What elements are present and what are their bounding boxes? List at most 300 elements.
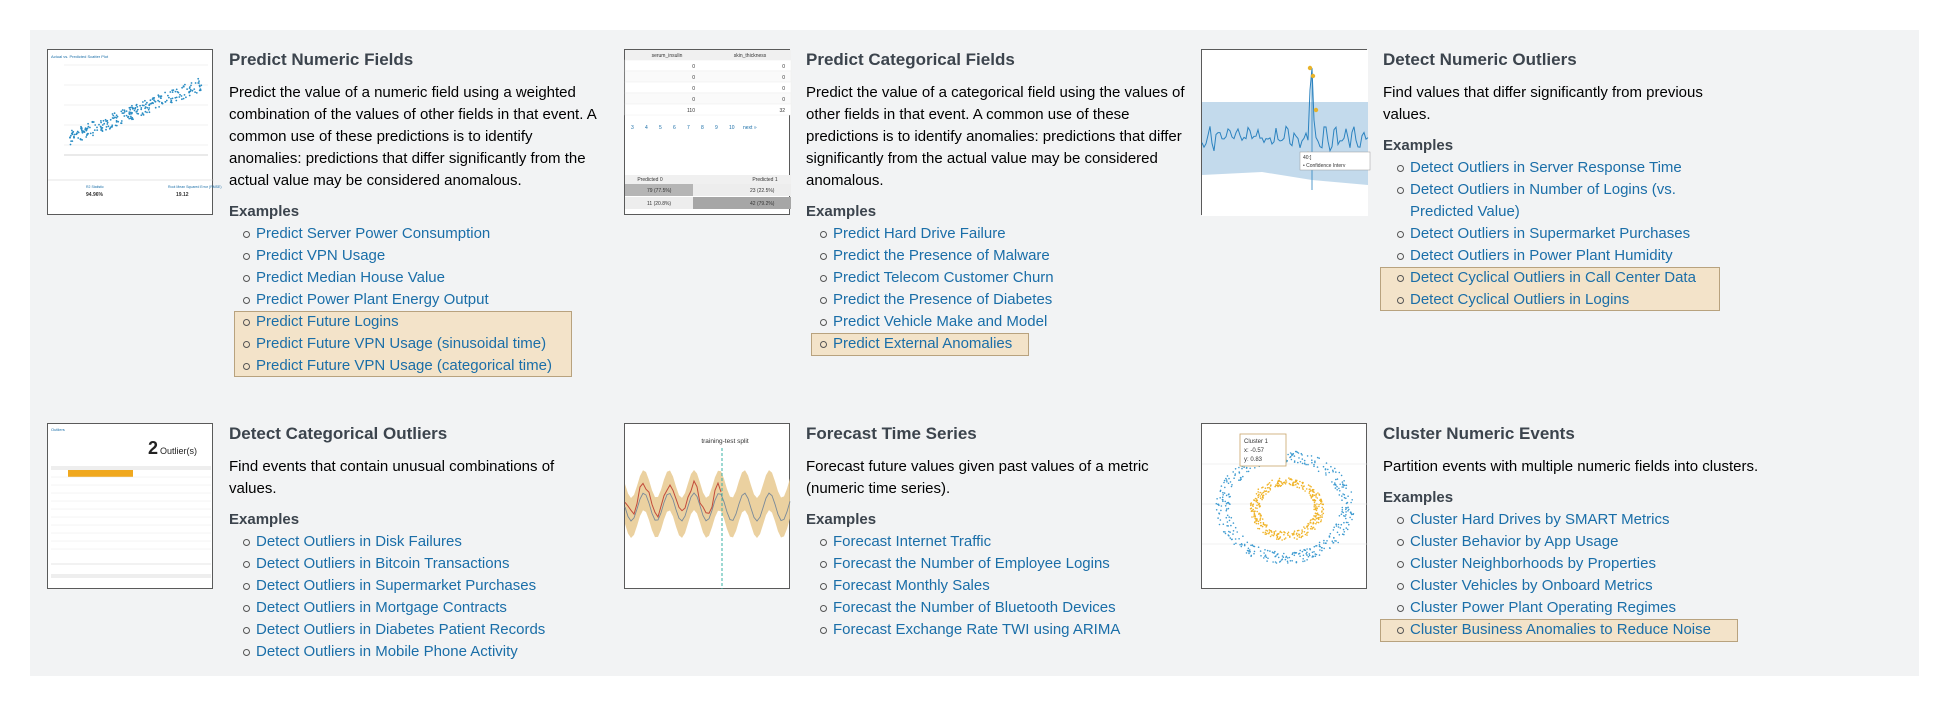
cluster-point: [1318, 506, 1320, 508]
thumb-outlier-chart[interactable]: [1201, 49, 1367, 215]
cluster-point: [1311, 526, 1313, 528]
example-link-highlighted[interactable]: Predict Future VPN Usage (categorical time): [229, 355, 599, 377]
scatter-point: [106, 123, 108, 125]
cluster-point: [1344, 485, 1346, 487]
example-link[interactable]: Cluster Neighborhoods by Properties: [1383, 553, 1763, 575]
cluster-point: [1314, 546, 1316, 548]
cluster-point: [1285, 557, 1287, 559]
cluster-point: [1250, 503, 1252, 505]
cluster-point: [1256, 520, 1258, 522]
example-link[interactable]: Forecast the Number of Bluetooth Devices: [806, 597, 1166, 619]
scatter-point: [195, 82, 197, 84]
cluster-point: [1314, 519, 1316, 521]
example-link[interactable]: Predict VPN Usage: [229, 245, 599, 267]
cluster-point: [1236, 531, 1238, 533]
cluster-point: [1259, 519, 1261, 521]
scatter-point: [186, 88, 188, 90]
cluster-point: [1216, 498, 1218, 500]
cluster-point: [1337, 532, 1339, 534]
cluster-point: [1311, 496, 1313, 498]
cluster-point: [1242, 535, 1244, 537]
card-title: Predict Categorical Fields: [806, 50, 1015, 69]
scatter-point: [135, 104, 137, 106]
pagination-link[interactable]: next »: [743, 125, 757, 131]
scatter-point: [155, 101, 157, 103]
example-link-highlighted[interactable]: Predict Future VPN Usage (sinusoidal time): [229, 333, 599, 355]
cluster-point: [1271, 531, 1273, 533]
pagination-link[interactable]: 9: [715, 125, 718, 131]
cluster-point: [1255, 507, 1257, 509]
scatter-point: [196, 92, 198, 94]
cluster-point: [1227, 521, 1229, 523]
pagination-link[interactable]: 5: [659, 125, 662, 131]
cluster-point: [1332, 540, 1334, 542]
scatter-point: [199, 86, 201, 88]
cluster-point: [1320, 521, 1322, 523]
cluster-point: [1224, 492, 1226, 494]
cluster-point: [1220, 519, 1222, 521]
scatter-point: [98, 124, 100, 126]
table-cell: 0: [782, 75, 785, 81]
cluster-point: [1230, 525, 1232, 527]
cluster-point: [1280, 481, 1282, 483]
cluster-point: [1238, 538, 1240, 540]
cluster-point: [1341, 495, 1343, 497]
scatter-point: [157, 100, 159, 102]
cluster-point: [1262, 526, 1264, 528]
cluster-point: [1284, 538, 1286, 540]
cluster-point: [1313, 466, 1315, 468]
cluster-point: [1351, 519, 1353, 521]
cluster-point: [1226, 508, 1228, 510]
cluster-point: [1307, 455, 1309, 457]
scatter-point: [174, 97, 176, 99]
cluster-point: [1261, 494, 1263, 496]
example-link[interactable]: Predict Server Power Consumption: [229, 223, 599, 245]
scatter-point: [85, 136, 87, 138]
cluster-point: [1312, 555, 1314, 557]
cluster-point: [1339, 515, 1341, 517]
cluster-point: [1279, 478, 1281, 480]
cluster-point: [1233, 530, 1235, 532]
example-link[interactable]: Predict Vehicle Make and Model: [806, 311, 1186, 333]
scatter-point: [145, 103, 147, 105]
cluster-point: [1308, 484, 1310, 486]
cluster-point: [1228, 508, 1230, 510]
cluster-point: [1345, 498, 1347, 500]
example-link[interactable]: Predict Hard Drive Failure: [806, 223, 1186, 245]
cluster-point: [1254, 518, 1256, 520]
pagination-link[interactable]: 8: [701, 125, 704, 131]
example-link-highlighted[interactable]: Detect Cyclical Outliers in Logins: [1383, 289, 1743, 311]
cluster-point: [1295, 451, 1297, 453]
card-description: Partition events with multiple numeric fields into clusters.: [1383, 458, 1759, 475]
cluster-point: [1273, 535, 1275, 537]
scatter-point: [100, 122, 102, 124]
scatter-point: [103, 120, 105, 122]
example-link[interactable]: Detect Outliers in Supermarket Purchases: [229, 575, 589, 597]
scatter-point: [77, 137, 79, 139]
cluster-point: [1288, 477, 1290, 479]
card-title: Detect Categorical Outliers: [229, 424, 448, 443]
scatter-point: [122, 109, 124, 111]
cluster-point: [1310, 490, 1312, 492]
cluster-point: [1325, 542, 1327, 544]
cluster-point: [1229, 520, 1231, 522]
scatter-point: [179, 94, 181, 96]
example-link[interactable]: Cluster Hard Drives by SMART Metrics: [1383, 509, 1763, 531]
examples-list: [1383, 509, 1763, 641]
cluster-point: [1276, 535, 1278, 537]
cluster-point: [1258, 504, 1260, 506]
example-link[interactable]: Predict the Presence of Malware: [806, 245, 1186, 267]
scatter-point: [131, 112, 133, 114]
outlier-marker: [1308, 66, 1312, 70]
example-link-highlighted[interactable]: Predict External Anomalies: [806, 333, 1186, 355]
cluster-point: [1310, 519, 1312, 521]
cluster-point: [1348, 509, 1350, 511]
cluster-point: [1307, 528, 1309, 530]
scatter-point: [129, 109, 131, 111]
example-link[interactable]: Forecast the Number of Employee Logins: [806, 553, 1166, 575]
thumb-scatter-plot[interactable]: [47, 49, 222, 215]
example-link[interactable]: Cluster Behavior by App Usage: [1383, 531, 1763, 553]
cluster-point: [1304, 560, 1306, 562]
cluster-point: [1220, 510, 1222, 512]
scatter-point: [183, 98, 185, 100]
cluster-point: [1342, 493, 1344, 495]
cluster-point: [1265, 532, 1267, 534]
cluster-point: [1301, 529, 1303, 531]
cluster-point: [1342, 481, 1344, 483]
table-row: [625, 71, 791, 82]
cluster-point: [1293, 484, 1295, 486]
tooltip-line1: Cluster 1: [1244, 439, 1269, 445]
cluster-point: [1315, 516, 1317, 518]
cluster-point: [1328, 472, 1330, 474]
cluster-point: [1302, 458, 1304, 460]
cluster-point: [1341, 486, 1343, 488]
table-cell: 0: [782, 97, 785, 103]
example-link-highlighted[interactable]: Predict Future Logins: [229, 311, 599, 333]
example-link[interactable]: Detect Outliers in Supermarket Purchases: [1383, 223, 1743, 245]
stat1-value: 94.96%: [86, 192, 103, 198]
cluster-point: [1347, 522, 1349, 524]
example-link-highlighted[interactable]: Detect Cyclical Outliers in Call Center Data: [1383, 267, 1743, 289]
cluster-point: [1261, 525, 1263, 527]
scatter-point: [177, 91, 179, 93]
cluster-point: [1341, 475, 1343, 477]
cluster-point: [1286, 481, 1288, 483]
cluster-point: [1254, 499, 1256, 501]
tooltip-line2: x: -0.57: [1244, 448, 1265, 454]
cluster-point: [1250, 555, 1252, 557]
cluster-point: [1231, 517, 1233, 519]
scatter-point: [71, 140, 73, 142]
scatter-point: [128, 111, 130, 113]
cluster-point: [1319, 549, 1321, 551]
scatter-point: [197, 82, 199, 84]
cluster-point: [1269, 482, 1271, 484]
scatter-point: [130, 116, 132, 118]
cluster-point: [1248, 551, 1250, 553]
scatter-point: [148, 109, 150, 111]
cluster-point: [1306, 554, 1308, 556]
cluster-point: [1316, 517, 1318, 519]
cluster-point: [1259, 492, 1261, 494]
cluster-point: [1240, 478, 1242, 480]
scatter-point: [189, 95, 191, 97]
scatter-point: [148, 104, 150, 106]
cluster-point: [1262, 532, 1264, 534]
cluster-point: [1281, 539, 1283, 541]
scatter-point: [143, 114, 145, 116]
cluster-point: [1319, 554, 1321, 556]
cluster-point: [1340, 527, 1342, 529]
cluster-point: [1333, 537, 1335, 539]
cluster-point: [1318, 493, 1320, 495]
scatter-point: [153, 99, 155, 101]
cluster-point: [1255, 498, 1257, 500]
cluster-point: [1341, 524, 1343, 526]
cluster-point: [1305, 534, 1307, 536]
scatter-point: [181, 87, 183, 89]
example-link[interactable]: Detect Outliers in Number of Logins (vs. Predicted Value): [1383, 179, 1680, 223]
example-link[interactable]: Predict Power Plant Energy Output: [229, 289, 599, 311]
cluster-point: [1333, 527, 1335, 529]
cluster-point: [1223, 523, 1225, 525]
scatter-point: [164, 101, 166, 103]
scatter-point: [188, 91, 190, 93]
example-link[interactable]: Detect Outliers in Disk Failures: [229, 531, 589, 553]
cluster-point: [1275, 530, 1277, 532]
scatter-point: [70, 144, 72, 146]
cluster-point: [1262, 495, 1264, 497]
cluster-point: [1235, 543, 1237, 545]
scatter-point: [190, 85, 192, 87]
example-link[interactable]: Forecast Monthly Sales: [806, 575, 1166, 597]
scatter-point: [189, 86, 191, 88]
cluster-point: [1258, 497, 1260, 499]
table-cell: 0: [782, 64, 785, 70]
example-link-highlighted[interactable]: Cluster Business Anomalies to Reduce Noise: [1383, 619, 1763, 641]
cluster-point: [1334, 482, 1336, 484]
cluster-point: [1305, 553, 1307, 555]
cluster-point: [1258, 523, 1260, 525]
scatter-point: [120, 111, 122, 113]
cluster-point: [1301, 485, 1303, 487]
table-row: [625, 60, 791, 71]
cluster-point: [1228, 502, 1230, 504]
cluster-point: [1345, 514, 1347, 516]
card-description: Find values that differ significantly from previous values.: [1383, 84, 1703, 123]
cluster-point: [1222, 501, 1224, 503]
scatter-point: [102, 130, 104, 132]
cluster-point: [1332, 470, 1334, 472]
outlier-marker: [1311, 74, 1315, 78]
example-link[interactable]: Predict Median House Value: [229, 267, 599, 289]
scatter-point: [106, 126, 108, 128]
cluster-point: [1258, 494, 1260, 496]
cluster-point: [1315, 523, 1317, 525]
cluster-point: [1224, 487, 1226, 489]
cluster-point: [1254, 521, 1256, 523]
cluster-point: [1285, 559, 1287, 561]
scatter-point: [164, 92, 166, 94]
cluster-point: [1221, 505, 1223, 507]
cluster-point: [1341, 511, 1343, 513]
example-link[interactable]: Detect Outliers in Mortgage Contracts: [229, 597, 589, 619]
cm-cell: 79 (77.5%): [647, 188, 672, 194]
cluster-point: [1339, 534, 1341, 536]
example-link[interactable]: Cluster Power Plant Operating Regimes: [1383, 597, 1763, 619]
scatter-point: [142, 101, 144, 103]
thumb-cluster-chart[interactable]: [1201, 423, 1367, 589]
scatter-point: [116, 114, 118, 116]
cluster-point: [1252, 504, 1254, 506]
cluster-point: [1346, 522, 1348, 524]
thumb-title: Actual vs. Predicted Scatter Plot: [51, 54, 109, 59]
cluster-point: [1312, 494, 1314, 496]
cluster-point: [1309, 492, 1311, 494]
pagination-link[interactable]: 7: [687, 125, 690, 131]
cluster-point: [1296, 486, 1298, 488]
cluster-point: [1260, 515, 1262, 517]
cluster-point: [1276, 485, 1278, 487]
cluster-point: [1226, 510, 1228, 512]
example-link[interactable]: Forecast Exchange Rate TWI using ARIMA: [806, 619, 1166, 641]
cluster-point: [1278, 557, 1280, 559]
cluster-point: [1242, 476, 1244, 478]
example-link[interactable]: Predict Telecom Customer Churn: [806, 267, 1186, 289]
scatter-point: [94, 129, 96, 131]
cluster-point: [1307, 526, 1309, 528]
cluster-point: [1222, 499, 1224, 501]
cluster-point: [1227, 515, 1229, 517]
cluster-point: [1251, 507, 1253, 509]
cluster-point: [1217, 517, 1219, 519]
highlighted-group: [806, 333, 1186, 355]
cluster-point: [1297, 462, 1299, 464]
col-header-predicted-1: Predicted 1: [752, 177, 778, 183]
cluster-point: [1295, 480, 1297, 482]
thumb-forecast-chart[interactable]: [624, 423, 790, 589]
cluster-point: [1325, 474, 1327, 476]
cluster-point: [1302, 483, 1304, 485]
cluster-point: [1270, 530, 1272, 532]
examples-list: [229, 223, 599, 377]
cluster-point: [1231, 484, 1233, 486]
cluster-point: [1262, 518, 1264, 520]
example-link[interactable]: Detect Outliers in Diabetes Patient Records: [229, 619, 589, 641]
cluster-point: [1257, 502, 1259, 504]
cluster-point: [1323, 509, 1325, 511]
cluster-point: [1302, 486, 1304, 488]
scatter-point: [155, 107, 157, 109]
cluster-point: [1346, 485, 1348, 487]
scatter-point: [158, 96, 160, 98]
cluster-point: [1290, 484, 1292, 486]
example-link[interactable]: Predict the Presence of Diabetes: [806, 289, 1186, 311]
cluster-point: [1316, 506, 1318, 508]
cluster-point: [1303, 555, 1305, 557]
cluster-point: [1257, 491, 1259, 493]
cluster-point: [1304, 460, 1306, 462]
split-label: training-test split: [701, 438, 749, 445]
cluster-point: [1314, 528, 1316, 530]
pagination-link[interactable]: 10: [729, 125, 735, 131]
cluster-point: [1252, 510, 1254, 512]
scatter-point: [87, 123, 89, 125]
cluster-point: [1318, 504, 1320, 506]
example-link[interactable]: Forecast Internet Traffic: [806, 531, 1166, 553]
cluster-point: [1226, 495, 1228, 497]
example-link[interactable]: Detect Outliers in Mobile Phone Activity: [229, 641, 589, 663]
pagination-link[interactable]: 3: [631, 125, 634, 131]
cluster-point: [1317, 512, 1319, 514]
cluster-point: [1312, 527, 1314, 529]
cluster-point: [1335, 471, 1337, 473]
cluster-point: [1336, 525, 1338, 527]
cluster-point: [1317, 492, 1319, 494]
cluster-point: [1263, 557, 1265, 559]
scatter-point: [166, 100, 168, 102]
pagination-link[interactable]: 4: [645, 125, 648, 131]
table-cell: 110: [687, 108, 695, 114]
scatter-point: [94, 124, 96, 126]
cluster-point: [1232, 471, 1234, 473]
cluster-point: [1253, 516, 1255, 518]
cluster-point: [1321, 511, 1323, 513]
cluster-point: [1310, 528, 1312, 530]
cluster-point: [1309, 489, 1311, 491]
scatter-point: [128, 118, 130, 120]
cluster-point: [1313, 506, 1315, 508]
cluster-point: [1313, 515, 1315, 517]
scatter-point: [191, 90, 193, 92]
scatter-point: [114, 116, 116, 118]
scatter-point: [181, 98, 183, 100]
cluster-point: [1267, 487, 1269, 489]
thumb-table[interactable]: [624, 49, 790, 215]
scatter-point: [161, 95, 163, 97]
cluster-point: [1347, 510, 1349, 512]
cluster-point: [1331, 481, 1333, 483]
cluster-point: [1264, 533, 1266, 535]
cluster-point: [1260, 555, 1262, 557]
cluster-point: [1295, 552, 1297, 554]
cluster-point: [1274, 551, 1276, 553]
example-link[interactable]: Detect Outliers in Power Plant Humidity: [1383, 245, 1743, 267]
examples-list: [1383, 157, 1743, 311]
example-link[interactable]: Detect Outliers in Bitcoin Transactions: [229, 553, 589, 575]
scatter-point: [132, 108, 134, 110]
cluster-point: [1256, 493, 1258, 495]
scatter-point: [191, 82, 193, 84]
thumb-outlier-table[interactable]: [47, 423, 213, 589]
cluster-point: [1294, 555, 1296, 557]
cluster-point: [1225, 478, 1227, 480]
cluster-point: [1300, 537, 1302, 539]
example-link[interactable]: Cluster Vehicles by Onboard Metrics: [1383, 575, 1763, 597]
cluster-point: [1296, 561, 1298, 563]
example-link[interactable]: Detect Outliers in Server Response Time: [1383, 157, 1743, 179]
cluster-point: [1301, 533, 1303, 535]
pagination-link[interactable]: 6: [673, 125, 676, 131]
cluster-point: [1304, 490, 1306, 492]
cluster-point: [1315, 496, 1317, 498]
scatter-point: [72, 132, 74, 134]
